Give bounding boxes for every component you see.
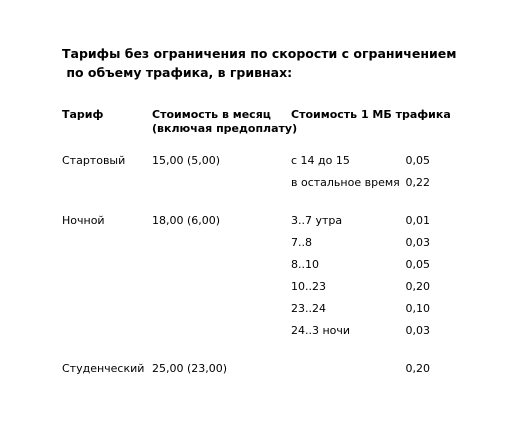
rate-period: 24..3 ночи	[291, 324, 351, 337]
tariff-name: Ночной	[62, 214, 105, 227]
rate-period: в остальное время	[291, 176, 400, 189]
tariff-name: Стартовый	[62, 154, 126, 167]
rate-price: 0,20	[405, 280, 430, 293]
rate-price: 0,03	[405, 324, 430, 337]
title-line-2: по объему трафика, в гривнах:	[62, 65, 293, 80]
rate-period: 7..8	[291, 236, 312, 249]
rate-price: 0,03	[405, 236, 430, 249]
rate-period: 3..7 утра	[291, 214, 343, 227]
rate-period: 8..10	[291, 258, 319, 271]
rate-period: 23..24	[291, 302, 326, 315]
rate-price: 0,10	[405, 302, 430, 315]
tariff-monthly: 15,00 (5,00)	[152, 154, 221, 167]
tariff-monthly: 18,00 (6,00)	[152, 214, 221, 227]
rate-price: 0,05	[405, 258, 430, 271]
tariff-monthly: 25,00 (23,00)	[152, 362, 228, 375]
title-line-1: Тарифы без ограничения по скорости с ограничением	[62, 46, 457, 61]
page-title	[62, 44, 482, 82]
rate-price: 0,01	[405, 214, 430, 227]
rate-period: 10..23	[291, 280, 326, 293]
header-monthly-line-1: Стоимость в месяц	[152, 108, 271, 121]
rate-price: 0,20	[405, 362, 430, 375]
rate-price: 0,22	[405, 176, 430, 189]
header-tariff: Тариф	[62, 108, 104, 121]
header-monthly-line-2: (включая предоплату)	[152, 122, 298, 135]
rate-price: 0,05	[405, 154, 430, 167]
rate-period: с 14 до 15	[291, 154, 350, 167]
tariff-name: Студенческий	[62, 362, 145, 375]
header-per-mb: Стоимость 1 МБ трафика	[291, 108, 451, 121]
